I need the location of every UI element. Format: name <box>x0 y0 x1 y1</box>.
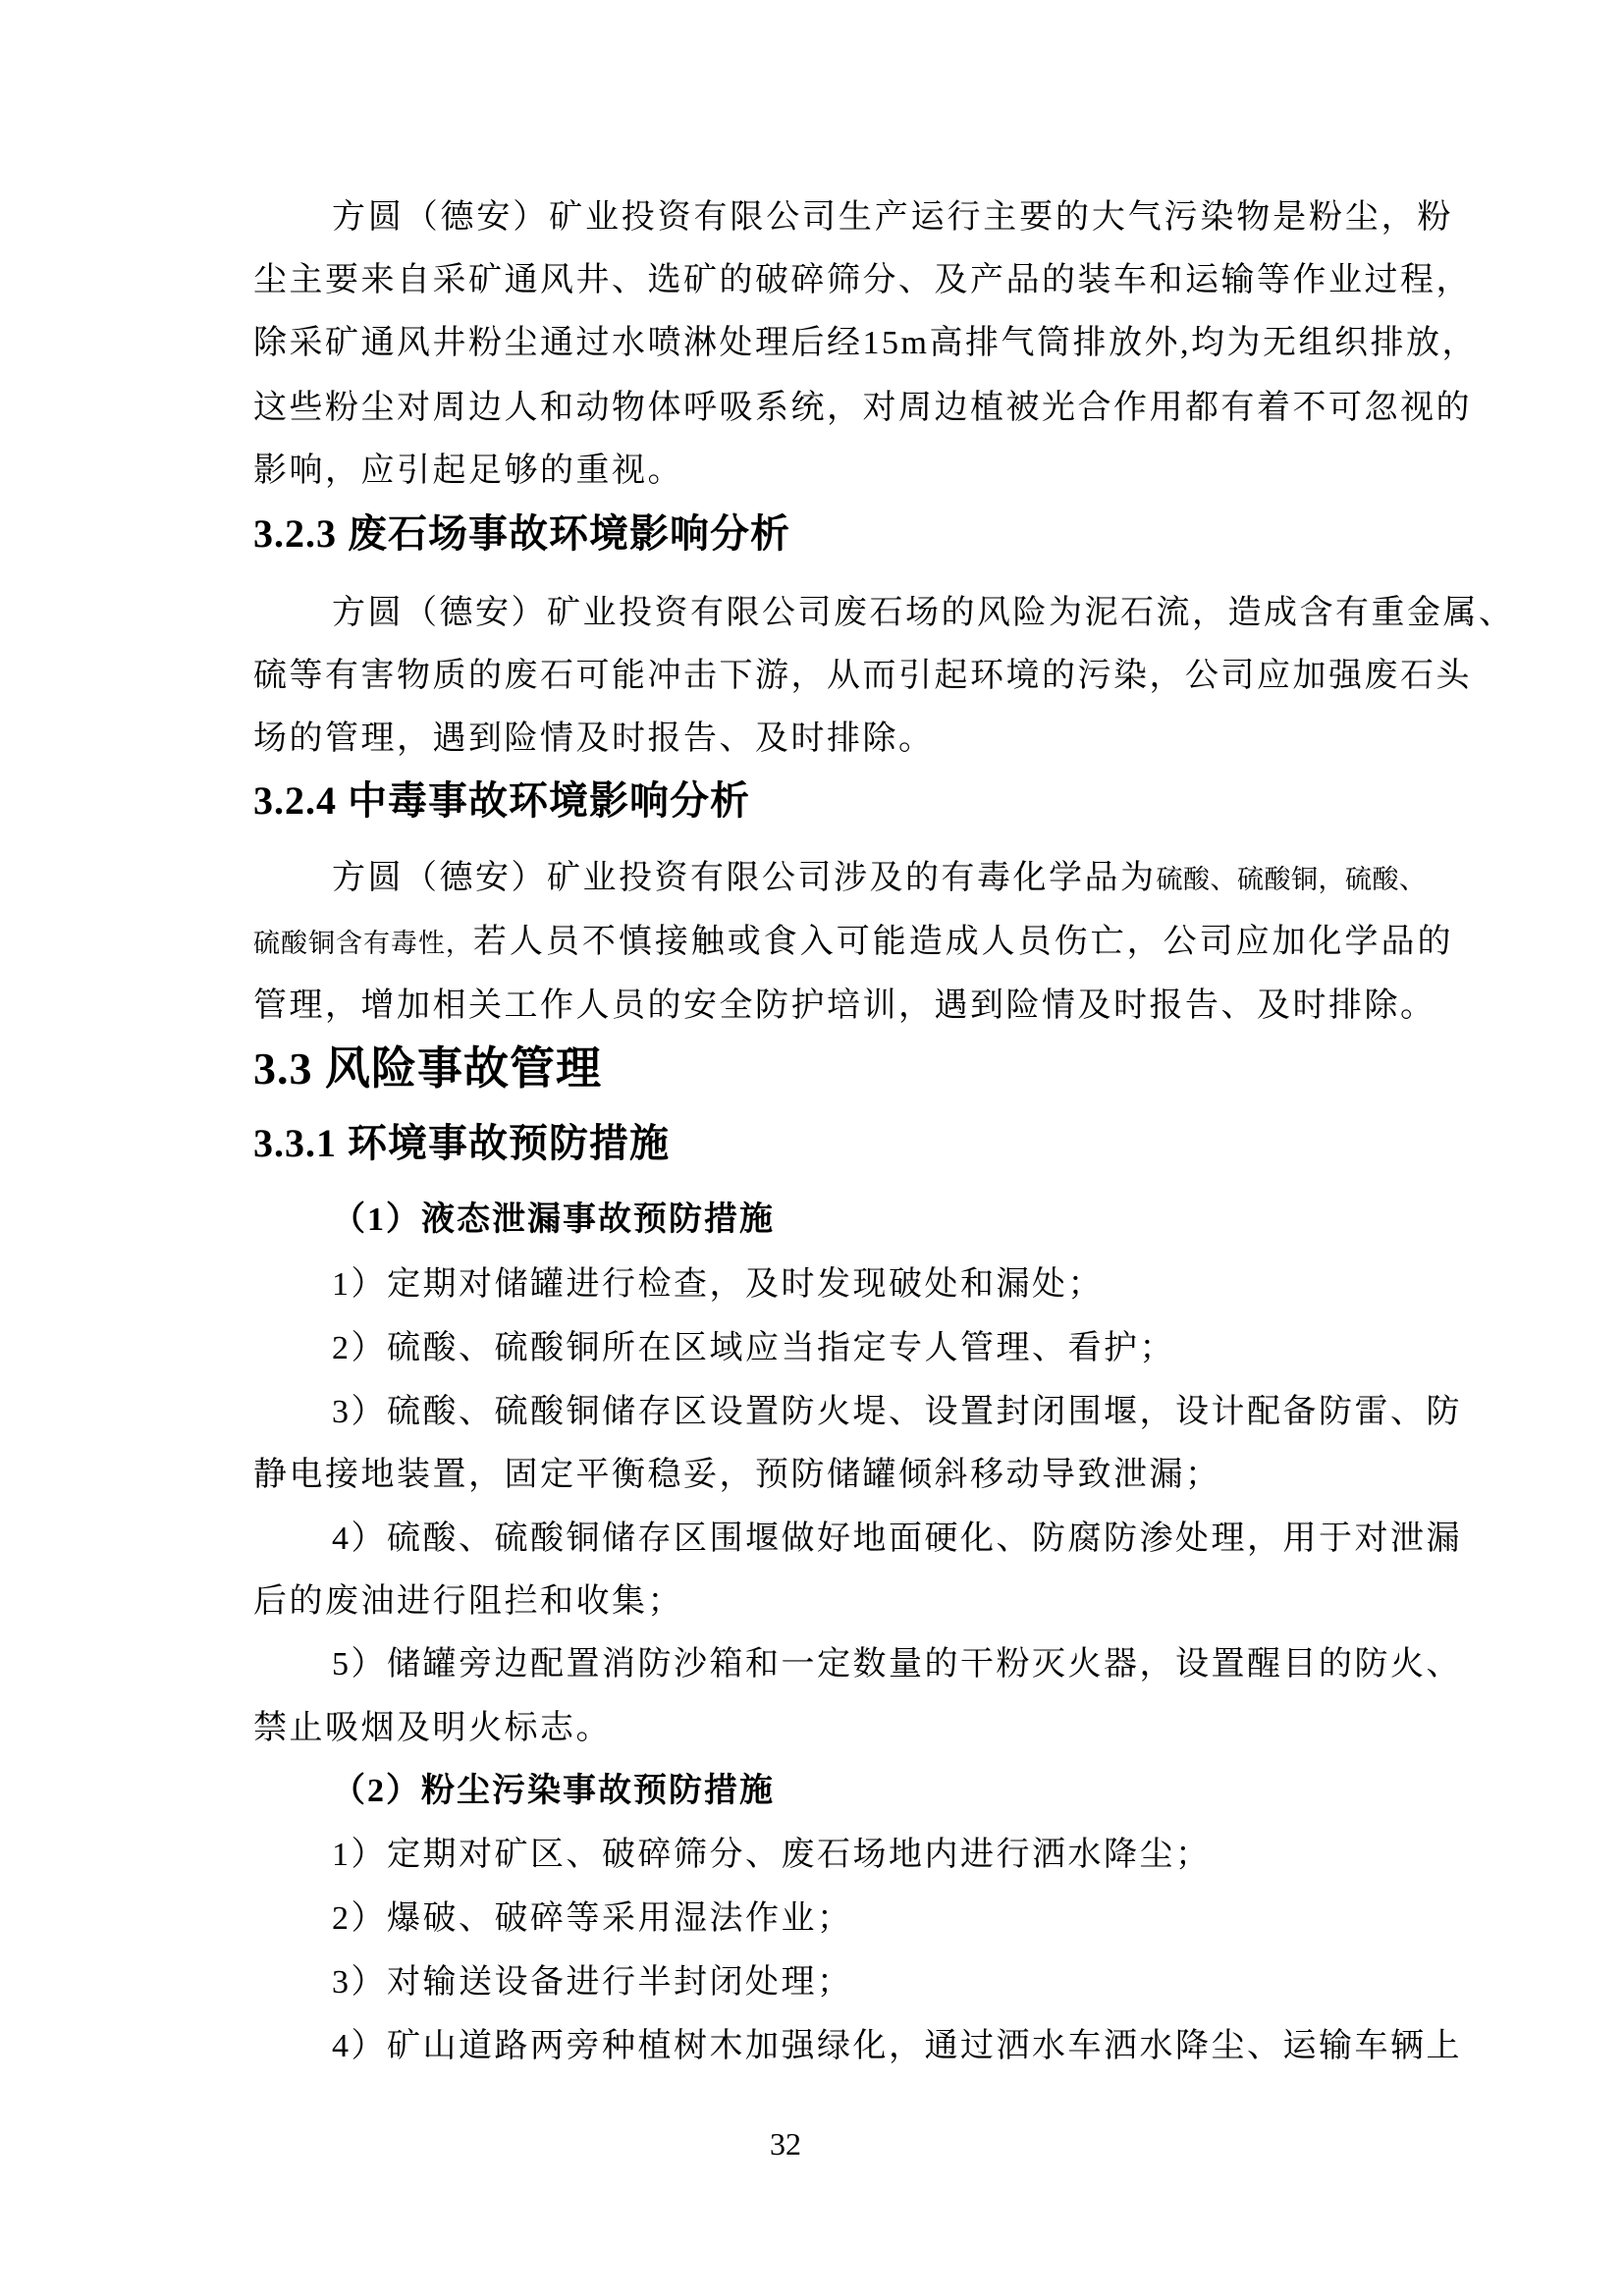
paragraph-line: 尘主要来自采矿通风井、选矿的破碎筛分、及产品的装车和运输等作业过程， <box>253 262 1472 298</box>
subheading-liquid-leak: （1）液态泄漏事故预防措施 <box>332 1201 775 1238</box>
page-number: 32 <box>770 2126 801 2162</box>
paragraph-line: 管理，增加相关工作人员的安全防护培训，遇到险情及时报告、及时排除。 <box>253 988 1436 1024</box>
list-item-line: 禁止吸烟及明火标志。 <box>253 1710 612 1746</box>
list-item-line: 1）定期对储罐进行检查，及时发现破处和漏处； <box>332 1266 1104 1303</box>
paragraph-line: 场的管理，遇到险情及时报告、及时排除。 <box>253 721 935 757</box>
list-item-line: 4）硫酸、硫酸铜储存区围堰做好地面硬化、防腐防渗处理，用于对泄漏 <box>332 1521 1462 1557</box>
list-item-line: 后的废油进行阻拦和收集； <box>253 1583 683 1620</box>
list-item-line: 1）定期对矿区、破碎筛分、废石场地内进行洒水降尘； <box>332 1837 1212 1873</box>
list-item-line: 3）硫酸、硫酸铜储存区设置防火堤、设置封闭围堰，设计配备防雷、防 <box>332 1394 1462 1430</box>
paragraph-line: 方圆（德安）矿业投资有限公司生产运行主要的大气污染物是粉尘，粉 <box>332 199 1453 236</box>
section-heading-3-3: 3.3 风险事故管理 <box>253 1043 602 1094</box>
list-item-line: 4）矿山道路两旁种植树木加强绿化，通过洒水车洒水降尘、运输车辆上 <box>332 2028 1462 2064</box>
text-run-small: 硫酸、硫酸铜，硫酸、 <box>1156 865 1427 894</box>
section-heading-3-2-3: 3.2.3 废石场事故环境影响分析 <box>253 511 790 556</box>
paragraph-line: 这些粉尘对周边人和动物体呼吸系统，对周边植被光合作用都有着不可忽视的 <box>253 390 1472 426</box>
list-item-line: 2）硫酸、硫酸铜所在区域应当指定专人管理、看护； <box>332 1330 1175 1366</box>
text-run: 方圆（德安）矿业投资有限公司涉及的有毒化学品为 <box>332 860 1157 896</box>
paragraph-line: 方圆（德安）矿业投资有限公司废石场的风险为泥石流，造成含有重金属、 <box>332 595 1515 631</box>
paragraph-line: 除采矿通风井粉尘通过水喷淋处理后经15m高排气筒排放外,均为无组织排放， <box>253 325 1478 361</box>
paragraph-line: 影响，应引起足够的重视。 <box>253 453 683 489</box>
subheading-dust-pollution: （2）粉尘污染事故预防措施 <box>332 1773 775 1809</box>
list-item-line: 3）对输送设备进行半封闭处理； <box>332 1964 853 2001</box>
section-heading-3-3-1: 3.3.1 环境事故预防措施 <box>253 1121 670 1165</box>
paragraph-line <box>253 922 1453 964</box>
list-item-line: 5）储罐旁边配置消防沙箱和一定数量的干粉灭火器，设置醒目的防火、 <box>332 1646 1462 1682</box>
section-heading-3-2-4: 3.2.4 中毒事故环境影响分析 <box>253 778 750 823</box>
paragraph-line <box>253 858 1453 900</box>
list-item-line: 静电接地装置，固定平衡稳妥，预防储罐倾斜移动导致泄漏； <box>253 1457 1221 1493</box>
list-item-line: 2）爆破、破碎等采用湿法作业； <box>332 1900 853 1937</box>
text-run-small: 硫酸铜含有毒性， <box>253 929 473 958</box>
text-run: 若人员不慎接触或食入可能造成人员伤亡，公司应加化学品的 <box>472 924 1454 960</box>
paragraph-line: 硫等有害物质的废石可能冲击下游，从而引起环境的污染，公司应加强废石头 <box>253 658 1472 694</box>
